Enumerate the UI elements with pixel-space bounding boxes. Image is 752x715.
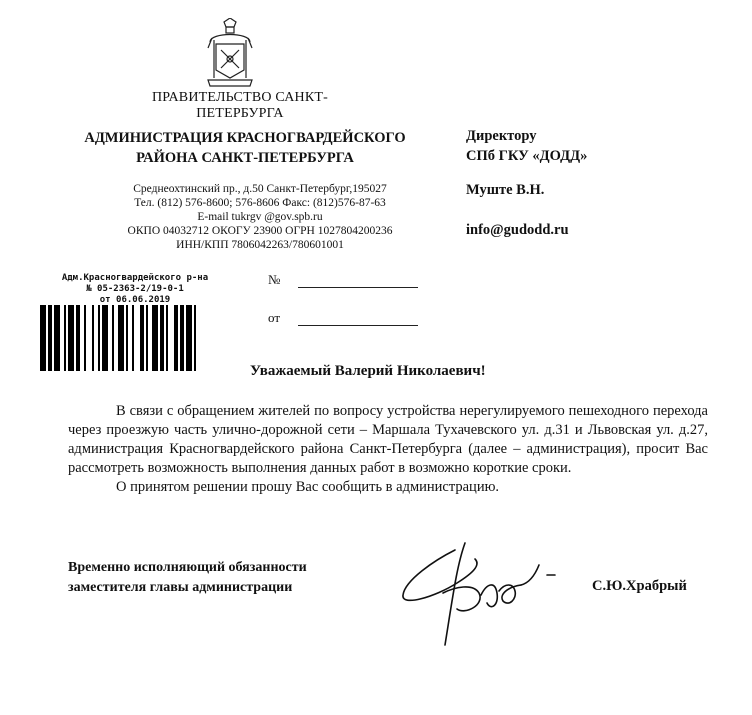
date-label: от — [268, 310, 281, 325]
stamp-line3: от 06.06.2019 — [99, 295, 171, 305]
administration-name-line2: РАЙОНА САНКТ-ПЕТЕРБУРГА — [136, 150, 354, 166]
signatory-title-line2: заместителя главы администрации — [68, 580, 293, 595]
recipient-name: Муште В.Н. — [466, 182, 545, 198]
administration-name-line1: АДМИНИСТРАЦИЯ КРАСНОГВАРДЕЙСКОГО — [84, 130, 406, 146]
number-blank-line — [298, 273, 418, 288]
letter-paragraph: О принятом решении прошу Вас сообщить в администрацию. — [116, 479, 500, 495]
address-line: Среднеохтинский пр., д.50 Санкт-Петербург,195027 — [133, 183, 387, 195]
email-line: E-mail tukrgv @gov.spb.ru — [197, 211, 323, 223]
letter-body — [68, 402, 708, 497]
contacts-block — [80, 182, 440, 252]
greeting: Уважаемый Валерий Николаевич! — [250, 363, 486, 379]
letter-paragraph: В связи с обращением жителей по вопросу устройства нерегулируемого пешеходного перехода через проезжую часть улично-дорожной сети – Маршала Тухачевского ул. д.31 и Львовская ул. д.27, администрация Красногвардейского района Санкт-Петербурга (далее – администрация), просит Вас рассмотреть возможность выполнения данных работ в возможно короткие сроки. — [68, 403, 708, 476]
number-label: № — [268, 272, 281, 287]
signatory-title-line1: Временно исполняющий обязанности — [68, 560, 307, 575]
phone-line: Тел. (812) 576-8600; 576-8606 Факс: (812)576-87-63 — [134, 197, 386, 209]
recipient-block — [466, 126, 587, 166]
barcode-icon — [40, 305, 220, 371]
stamp-line1: Адм.Красногвардейского р-на — [61, 273, 209, 283]
signer-name: С.Ю.Храбрый — [592, 578, 687, 594]
signatory-title — [68, 558, 368, 598]
outgoing-date-row — [268, 310, 418, 326]
recipient-position: Директору — [466, 128, 537, 144]
stamp-line2: № 05-2363-2/19-0-1 — [86, 284, 184, 294]
date-blank-line — [298, 311, 418, 326]
administration-name — [70, 128, 420, 168]
outgoing-number-row — [268, 272, 418, 288]
spb-coat-of-arms-icon — [206, 18, 254, 88]
recipient-organization: СПб ГКУ «ДОДД» — [466, 148, 588, 164]
codes-line: ОКПО 04032712 ОКОГУ 23900 ОГРН 1027804200236 — [127, 225, 393, 237]
inn-line: ИНН/КПП 7806042263/780601001 — [176, 239, 344, 251]
government-title: ПРАВИТЕЛЬСТВО САНКТ-ПЕТЕРБУРГА — [151, 90, 329, 121]
registration-stamp — [40, 273, 230, 306]
recipient-email: info@gudodd.ru — [466, 222, 569, 238]
handwritten-signature-icon — [395, 535, 565, 655]
